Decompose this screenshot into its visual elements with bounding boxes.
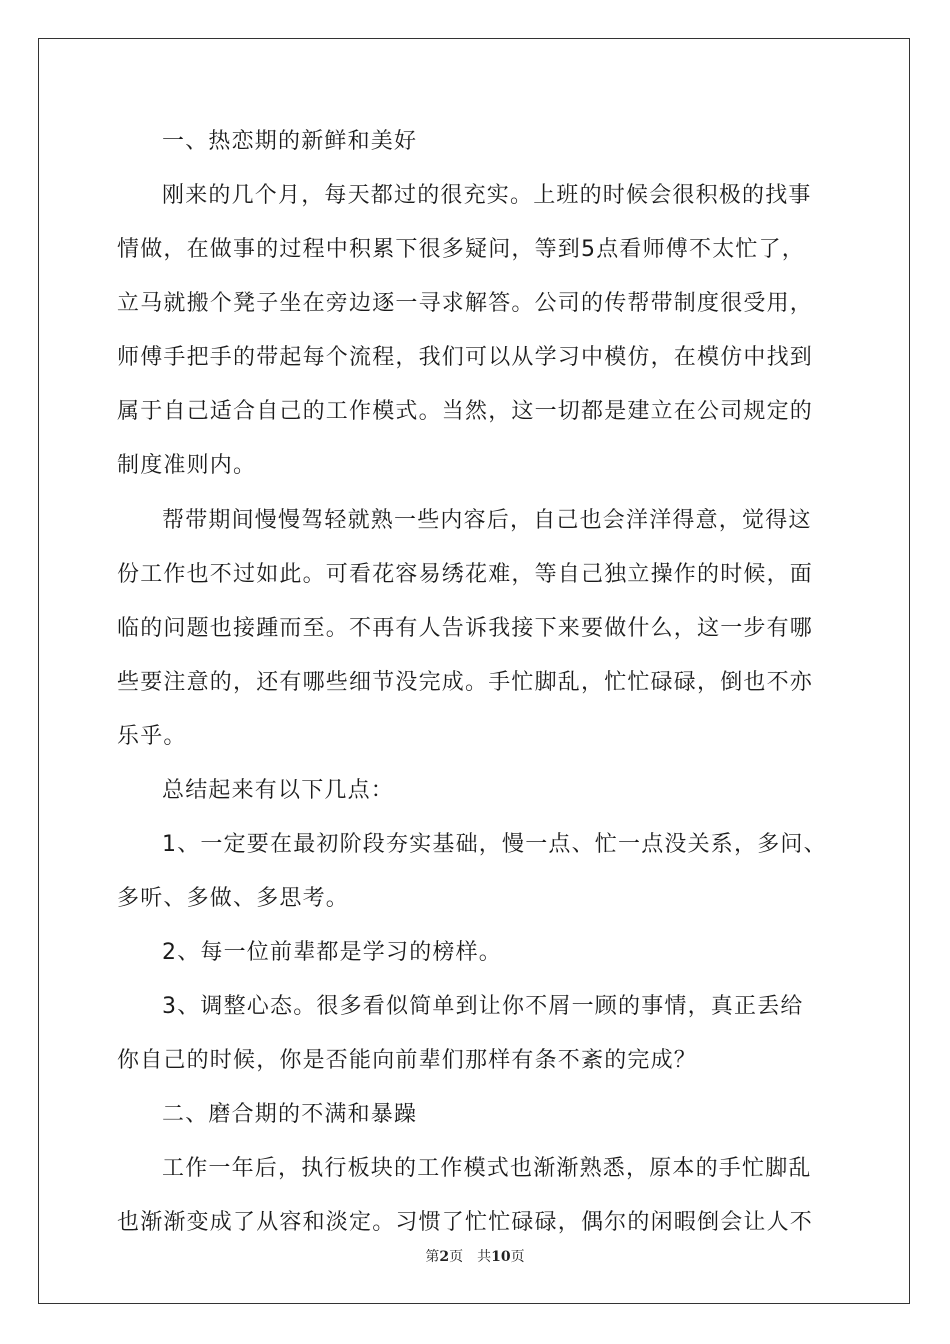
paragraph-line: 也渐渐变成了从容和淡定。习惯了忙忙碌碌，偶尔的闲暇倒会让人不 bbox=[117, 1210, 814, 1235]
paragraph-line: 乐乎。 bbox=[117, 724, 187, 749]
section-heading-2: 二、磨合期的不满和暴躁 bbox=[162, 1102, 418, 1127]
paragraph-line: 总结起来有以下几点： bbox=[162, 778, 395, 803]
paragraph-line: 属于自己适合自己的工作模式。当然，这一切都是建立在公司规定的 bbox=[117, 399, 814, 424]
paragraph-line: 临的问题也接踵而至。不再有人告诉我接下来要做什么，这一步有哪 bbox=[117, 616, 814, 641]
paragraph-line: 制度准则内。 bbox=[117, 453, 257, 478]
list-item-line: 1、一定要在最初阶段夯实基础，慢一点、忙一点没关系，多问、 bbox=[162, 832, 827, 857]
paragraph-line: 工作一年后，执行板块的工作模式也渐渐熟悉，原本的手忙脚乱 bbox=[162, 1156, 812, 1181]
list-item-line: 2、每一位前辈都是学习的榜样。 bbox=[162, 940, 502, 965]
total-prefix: 共 bbox=[477, 1249, 492, 1265]
paragraph-line: 情做，在做事的过程中积累下很多疑问，等到5点看师傅不太忙了， bbox=[117, 237, 805, 262]
paragraph-line: 帮带期间慢慢驾轻就熟一些内容后，自己也会洋洋得意，觉得这 bbox=[162, 508, 812, 533]
total-unit: 页 bbox=[510, 1249, 525, 1265]
page-current-number: 2 bbox=[439, 1249, 450, 1265]
list-item-line: 多听、多做、多思考。 bbox=[117, 886, 350, 911]
page-prefix: 第 bbox=[425, 1249, 440, 1265]
list-item-line: 你自己的时候，你是否能向前辈们那样有条不紊的完成？ bbox=[117, 1048, 698, 1073]
paragraph-line: 师傅手把手的带起每个流程，我们可以从学习中模仿，在模仿中找到 bbox=[117, 345, 814, 370]
paragraph-line: 份工作也不过如此。可看花容易绣花难，等自己独立操作的时候，面 bbox=[117, 562, 814, 587]
page-unit: 页 bbox=[449, 1249, 464, 1265]
paragraph-line: 刚来的几个月，每天都过的很充实。上班的时候会很积极的找事 bbox=[162, 183, 812, 208]
page-total-number: 10 bbox=[491, 1249, 511, 1265]
paragraph-line: 些要注意的，还有哪些细节没完成。手忙脚乱，忙忙碌碌，倒也不亦 bbox=[117, 670, 814, 695]
section-heading-1: 一、热恋期的新鲜和美好 bbox=[162, 129, 418, 154]
page-footer bbox=[0, 1246, 950, 1266]
list-item-line: 3、调整心态。很多看似简单到让你不屑一顾的事情，真正丢给 bbox=[162, 994, 804, 1019]
paragraph-line: 立马就搬个凳子坐在旁边逐一寻求解答。公司的传帮带制度很受用， bbox=[117, 291, 814, 316]
